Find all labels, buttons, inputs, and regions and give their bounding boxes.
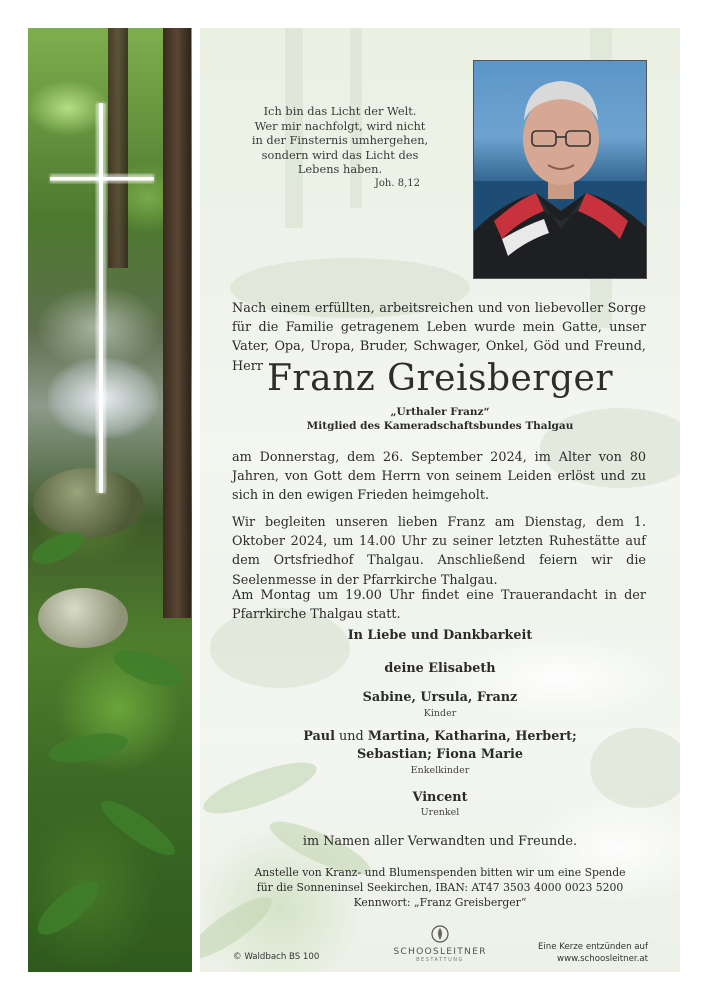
candle-text: Eine Kerze entzünden auf: [537, 942, 648, 952]
logo-icon: [430, 924, 450, 944]
funeral-text: Wir begleiten unseren lieben Franz am Dienstag, dem 1. Oktober 2024, um 14.00 Uhr zu seiner letzten Ruhestätte auf dem Ortsfriedhof Thalgau. Anschließend feiern wir die Seelenmesse in der Pfarrkirche Thalgau.: [232, 515, 646, 588]
quote-line: in der Finsternis umhergehen,: [251, 133, 429, 148]
donation-note: [200, 865, 680, 910]
spouse-name: deine Elisabeth: [384, 661, 496, 676]
quote-line: Ich bin das Licht der Welt.: [263, 104, 417, 118]
deceased-name: Franz Greisberger: [266, 358, 614, 399]
candle-link-note: [518, 941, 648, 965]
quote-line: sondern wird das Licht des: [261, 147, 419, 162]
cross-icon: [28, 28, 192, 972]
quote-reference: Joh. 8,12: [374, 177, 420, 189]
portrait-photo: [473, 60, 647, 279]
grandchild-names: Martina, Katharina, Herbert;: [367, 729, 577, 744]
children-label: Kinder: [423, 708, 457, 719]
great-grandchild-name: Vincent: [412, 790, 468, 805]
funeral-home-logo: [390, 924, 490, 963]
donation-keyword-line: Kennwort: „Franz Greisberger“: [353, 896, 527, 909]
membership: Mitglied des Kameradschaftsbundes Thalgau: [306, 420, 574, 432]
grandchildren-names: [200, 729, 680, 744]
quote-line: Lebens haben.: [297, 162, 383, 177]
grandchild-name: Paul: [303, 729, 335, 744]
closing-line: In Liebe und Dankbarkeit: [347, 628, 533, 643]
donation-line: Anstelle von Kranz- und Blumenspenden bitten wir um eine Spende: [254, 866, 626, 879]
conjunction: und: [339, 729, 364, 744]
nickname: „Urthaler Franz“: [390, 406, 490, 418]
bible-quote: [240, 104, 440, 192]
forest-panel: [28, 28, 192, 972]
grandchildren-names-line2: Sebastian; Fiona Marie: [356, 747, 524, 762]
logo-subtitle: BESTATTUNG: [416, 957, 464, 963]
death-notice-text: am Donnerstag, dem 26. September 2024, im Alter von 80 Jahren, von Gott dem Herrn von seinem Leiden erlöst und zu sich in den ewigen Frieden heimgeholt.: [232, 450, 646, 504]
quote-line: Wer mir nachfolgt, wird nicht: [254, 118, 426, 133]
donation-iban-line: für die Sonneninsel Seekirchen, IBAN: AT47 3503 4000 0023 5200: [256, 881, 624, 894]
grandchildren-label: Enkelkinder: [410, 765, 470, 776]
logo-name: SCHOOSLEITNER: [393, 946, 487, 957]
all-relatives-line: im Namen aller Verwandten und Freunde.: [302, 834, 578, 849]
image-credit: © Waldbach BS 100: [233, 952, 320, 962]
website-link[interactable]: www.schoosleitner.at: [557, 954, 648, 964]
intro-text: Nach einem erfüllten, arbeitsreichen und von liebevoller Sorge für die Familie getragenem Leben wurde mein Gatte, unser Vater, Opa, Uropa, Bruder, Schwager, Onkel, Göd und Freund, Herr: [232, 301, 646, 374]
obituary-panel: [200, 28, 680, 972]
great-grandchild-label: Urenkel: [420, 807, 460, 818]
vigil-text: Am Montag um 19.00 Uhr findet eine Trauerandacht in der Pfarrkirche Thalgau statt.: [232, 588, 646, 623]
children-names: Sabine, Ursula, Franz: [362, 690, 518, 705]
